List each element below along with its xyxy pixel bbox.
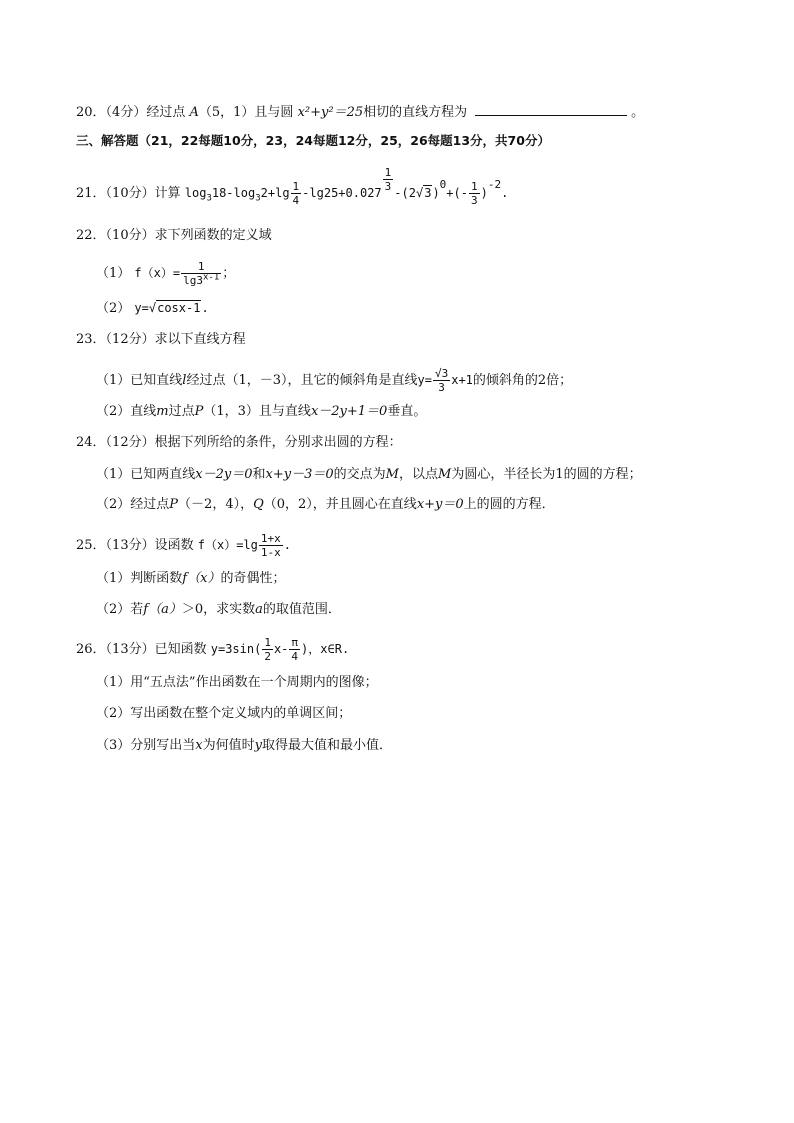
point-coords: （5，1）	[198, 105, 255, 120]
question-number: 25．	[76, 538, 106, 553]
question-score: （13分）	[105, 538, 155, 553]
fraction: $\frac{1}{\lg 3^{x-1}}$	[183, 260, 220, 287]
question-26-part-2: （2）写出函数在整个定义域内的单调区间；	[96, 706, 352, 721]
question-score: （10分）	[105, 228, 155, 243]
question-text: 已知函数	[154, 642, 207, 657]
question-text: 求下列函数的定义域	[154, 228, 272, 243]
fraction: $\frac{√3}{3}$	[434, 367, 449, 394]
question-text: 计算	[154, 186, 181, 201]
question-number: 22．	[76, 228, 106, 243]
part-label: （1）	[96, 467, 131, 482]
circle-equation: x²+y²＝25	[297, 105, 364, 120]
fraction: $\frac{1+x}{1-x}$	[260, 532, 281, 559]
question-24	[76, 434, 402, 452]
fraction: $\frac{1}{4}$	[292, 180, 300, 207]
point-label: A	[189, 105, 199, 120]
question-25	[76, 532, 291, 559]
math-expression: y= $\frac{√3}{3}$ x+1	[417, 367, 473, 394]
question-number: 21．	[76, 186, 106, 201]
part-label: （1）	[96, 571, 131, 586]
question-26-part-3: （3）分别写出当x为何值时y取得最大值和最小值．	[96, 738, 393, 753]
question-score: （12分）	[105, 332, 155, 347]
question-text: 根据下列所给的条件，分别求出圆的方程：	[154, 435, 402, 450]
question-text: 且与圆	[254, 105, 294, 120]
question-text: 设函数	[154, 538, 194, 553]
fraction: $\frac{\pi}{4}$	[291, 636, 299, 663]
answer-blank	[475, 103, 627, 116]
question-26	[76, 636, 349, 663]
question-number: 20．	[76, 105, 106, 120]
part-label: （1）	[96, 266, 131, 281]
question-25-part-1: （1）判断函数f（x）的奇偶性；	[96, 571, 286, 586]
part-label: （3）	[96, 738, 131, 753]
math-expression: f（x）=lg $\frac{1+x}{1-x}$ .	[197, 532, 291, 559]
question-23	[76, 331, 246, 349]
question-25-part-2: （2）若f（a）＞0，求实数a的取值范围．	[96, 602, 341, 617]
question-22-part-2	[96, 299, 209, 318]
question-number: 23．	[76, 332, 106, 347]
fraction: $\frac{1}{2}$	[264, 636, 271, 663]
question-22-part-1: （1） f（x）= $\frac{1}{\lg 3^{x-1}}$ ；	[96, 260, 236, 287]
fraction: $\frac{1}{3}$	[470, 180, 478, 207]
math-expression: y=3sin( $\frac{1}{2}$ x- $\frac{\pi}{4}$ )，x∈R.	[210, 636, 350, 663]
question-score: （4分）	[105, 105, 147, 120]
question-score: （13分）	[105, 642, 155, 657]
question-22	[76, 227, 272, 245]
question-number: 24．	[76, 435, 106, 450]
punctuation: 。	[631, 105, 645, 120]
part-label: （1）	[96, 373, 131, 388]
question-23-part-2: （2）直线m过点P（1，3）且与直线x－2y+1＝0垂直。	[96, 404, 427, 419]
part-label: （2）	[96, 602, 131, 617]
question-text: 相切的直线方程为	[363, 105, 468, 120]
section-heading: 三、解答题（21，22每题10分，23，24每题12分，25，26每题13分，共70分）	[76, 133, 550, 148]
exponent-fraction: $\frac{1}{3}$	[384, 166, 392, 193]
question-21	[76, 166, 509, 207]
math-expression: f（x）= $\frac{1}{\lg 3^{x-1}}$	[134, 260, 220, 287]
question-score: （12分）	[105, 435, 155, 450]
question-score: （10分）	[105, 186, 155, 201]
question-23-part-1: （1）已知直线l经过点（1，－3），且它的倾斜角是直线y= $\frac{√3}{3}$ x+1的倾斜角的2倍；	[96, 367, 573, 394]
question-24-part-2: （2）经过点P（－2，4），Q（0，2），并且圆心在直线x+y＝0上的圆的方程．	[96, 497, 555, 512]
part-label: （2）	[96, 497, 131, 512]
question-20	[76, 103, 644, 122]
question-text: 求以下直线方程	[154, 332, 246, 347]
question-24-part-1: （1）已知两直线x－2y＝0和x+y－3＝0的交点为M，以点M为圆心，半径长为1的圆的方程；	[96, 467, 642, 482]
question-26-part-1: （1）用“五点法”作出函数在一个周期内的图像；	[96, 675, 378, 690]
question-text: 经过点	[146, 105, 186, 120]
part-label: （2）	[96, 301, 131, 316]
part-label: （2）	[96, 404, 131, 419]
question-number: 26．	[76, 642, 106, 657]
math-expression: $\log_318-\log_32+\lg$ $\frac{1}{4}$ -lg25+0.027 $\frac{1}{3}$ -(2√3)0+(- $\frac{1}{3}$ )-2.	[184, 166, 509, 207]
math-expression: y=√cosx-1.	[134, 301, 209, 315]
